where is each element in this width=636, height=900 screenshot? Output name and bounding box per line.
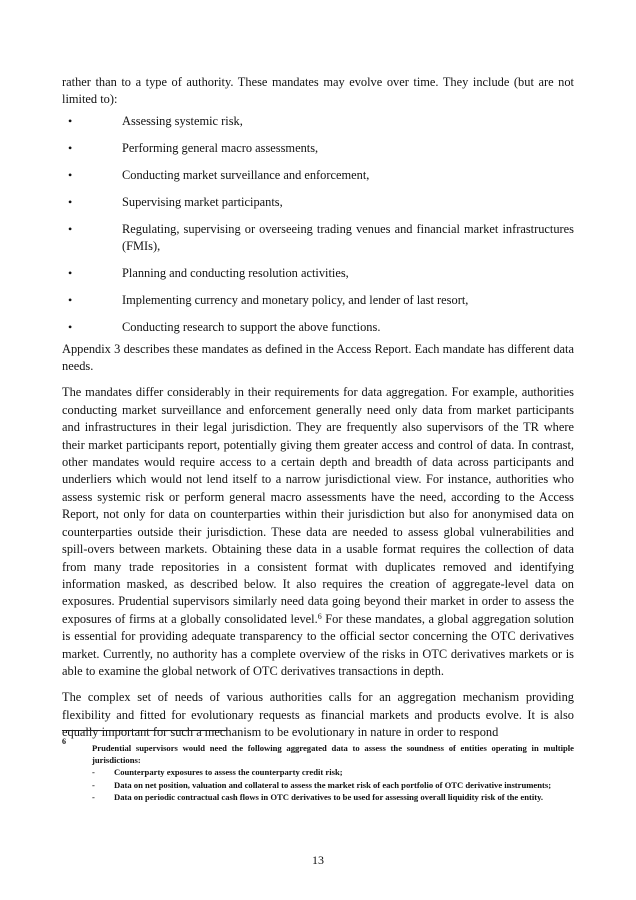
list-item [62,221,574,256]
footnote-divider [62,730,227,731]
list-item-text: Performing general macro assessments, [122,140,319,155]
dash-icon: - [92,791,95,802]
bullet-icon: • [68,221,73,236]
footnote-list [62,766,574,803]
intro-paragraph: rather than to a type of authority. These mandates may evolve over time. They include (but are not limited to): [62,75,574,107]
page-number: 13 [312,853,324,867]
appendix-paragraph: Appendix 3 describes these mandates as defined in the Access Report. Each mandate has different data needs. [62,341,574,374]
mandates-text-after: For these mandates, a global aggregation solution is essential for providing adequate transparency to the official sector concerning the OTC derivatives market. Currently, no authority has a complete overview of the risks in OTC derivatives markets or is able to examine the global network of OTC derivatives transactions in depth. [62,611,574,678]
list-item [62,319,574,336]
list-item [62,140,574,157]
footnote-head: 6 Prudential supervisors would need the following aggregated data to assess the soundness of entities operating in multiple jurisdictions: [62,737,574,766]
list-item [62,167,574,184]
footnote-reference[interactable]: 6 [317,611,322,621]
list-item-text: Planning and conducting resolution activities, [122,266,349,281]
footnote-text: Prudential supervisors would need the following aggregated data to assess the soundness of entities operating in multiple jurisdictions: [92,743,574,766]
footnote-item [62,791,574,803]
list-item-text: Supervising market participants, [122,194,283,209]
footnote-item [62,766,574,778]
dash-icon: - [92,767,95,778]
list-item [62,265,574,282]
footnote [62,737,574,803]
list-item-text: Assessing systemic risk, [122,113,243,128]
list-item [62,292,574,309]
mandate-list [62,113,574,337]
mandates-text-before: The mandates differ considerably in their requirements for data aggregation. For example, authorities conducting market surveillance and enforcement generally need only data from market participants and infrastructures in their legal jurisdiction. They are frequently also supervisors of the TR where their market participants report, potentially giving them greater access and control of data. In contrast, other mandates would require access to a certain depth and breadth of data across participants and underliers which would not lend itself to a narrow jurisdictional view. For instance, authorities who assess systemic risk or perform general macro assessments have the need, according to the Access Report, not only for data on counterparties within their jurisdiction but also for anonymised data on counterparties outside their jurisdiction. These data are needed to assess global vulnerabilities and spill-overs between markets. Obtaining these data in a usable format requires the collection of data from many trade repositories in a consistent format with duplicates removed and identifying information masked, as described below. It also requires the creation of aggregate-level data on exposures. Prudential supervisors similarly need data going beyond their market in order to assess the exposures of firms at a globally consolidated level. [62,385,574,626]
bullet-icon: • [68,293,73,308]
bullet-icon: • [68,167,73,182]
page-body [62,74,574,751]
footnote-item-text: Data on net position, valuation and collateral to assess the market risk of each portfolio of OTC derivative instruments; [114,779,552,790]
list-item [62,113,574,130]
list-item-text: Conducting market surveillance and enforcement, [122,167,370,182]
footnote-item-text: Data on periodic contractual cash flows in OTC derivatives to be used for assessing overall liquidity risk of the entity. [114,791,544,802]
list-item-text: Implementing currency and monetary policy, and lender of last resort, [122,293,469,308]
mandates-paragraph [62,384,574,680]
list-item-text: Regulating, supervising or overseeing trading venues and financial market infrastructures (FMIs), [122,221,574,254]
bullet-icon: • [68,194,73,209]
footnote-item-text: Counterparty exposures to assess the counterparty credit risk; [114,767,343,778]
bullet-icon: • [68,113,73,128]
dash-icon: - [92,779,95,790]
list-item [62,194,574,211]
list-item-text: Conducting research to support the above functions. [122,320,381,335]
footnote-item [62,779,574,791]
bullet-icon: • [68,140,73,155]
bullet-icon: • [68,266,73,281]
aggregation-paragraph: The complex set of needs of various authorities calls for an aggregation mechanism providing flexibility and fitted for evolutionary requests as financial markets and products evolve. It is also equally important for such a mechanism to be evolutionary in nature in order to respond [62,690,574,740]
bullet-icon: • [68,320,73,335]
